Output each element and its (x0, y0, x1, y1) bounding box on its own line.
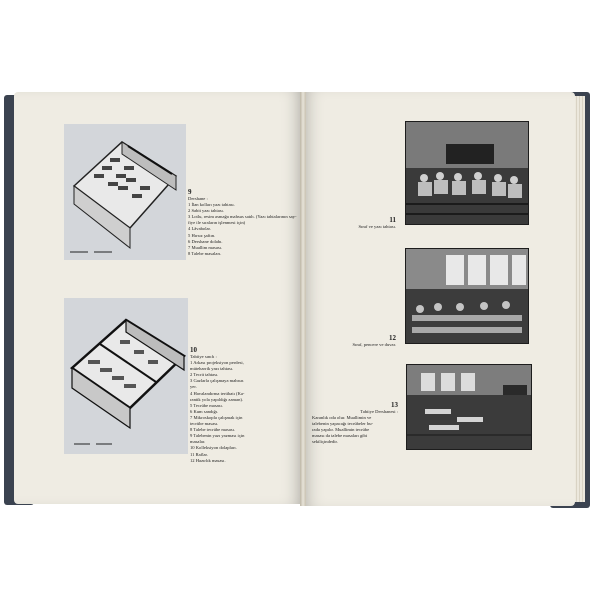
legend-item: 11 Raflar. (190, 451, 208, 457)
legend-item: tecrübe masası. (190, 421, 219, 427)
classroom-window-photo (405, 248, 529, 344)
legend-item: 5 Hırsız şaftın. (188, 232, 216, 238)
caption-line: sekiliçindedir. (312, 439, 338, 444)
legend-list (188, 202, 297, 257)
legend-item: 3 Lotlu, resim asmağa mahsus satıh. (Yazı tahtalarının say- (188, 214, 297, 220)
figure-11-caption (330, 216, 396, 230)
legend-item: 7 Muallim masası. (188, 244, 223, 250)
legend-item: 6 Dershane dolabı. (188, 238, 223, 244)
legend-item: 4 Lâvabolar. (188, 226, 211, 232)
book-gutter (300, 92, 306, 506)
figure-10-caption (190, 346, 280, 464)
science-room-plan-illustration (64, 298, 188, 454)
classroom-blackboard-photo (405, 121, 529, 225)
caption-line: rada yapılır. Muallimin tecrübe (312, 427, 370, 432)
figure-12-caption (330, 334, 396, 348)
caption-line: masası da talebe masaları gibi (312, 433, 368, 438)
legend-item: 10 Kolleksiyon dolapları. (190, 445, 237, 451)
caption-heading: Dershane : (188, 196, 208, 201)
legend-item: 7 Mikroskopla çalışmak için (190, 414, 243, 420)
caption-line: Karanlık oda olur. Muallimin ve (312, 415, 372, 420)
figure-number: 13 (391, 401, 398, 409)
legend-item: 3 Gazlarla çalışmaya mahsus (190, 378, 244, 384)
figure-number: 11 (389, 216, 396, 224)
legend-item: 9 Talebenin yazı yazması için (190, 433, 245, 439)
figure-number: 12 (389, 334, 396, 342)
figure-number: 10 (190, 346, 197, 354)
legend-item: 2 Sabit yazı tahtası. (188, 208, 224, 214)
caption-heading: Tabiiye sınıfı : (190, 354, 217, 359)
figure-13-caption (312, 401, 398, 445)
legend-item: 8 Talebe masaları. (188, 250, 222, 256)
legend-item: 1 İlan kolları yazı tahtası. (188, 202, 235, 208)
legend-item: müteharrik yazı tahtası. (190, 366, 234, 372)
legend-item: 12 Hazırlık masası. (190, 457, 226, 463)
caption-text: Sınıf, pencere ve duvar. (352, 342, 396, 347)
legend-item: 5 Tecrübe masası. (190, 402, 223, 408)
legend-item: 4 Havalandırma tertibatı (Ka- (190, 390, 245, 396)
caption-line: Tabiiye Dershanesi : (360, 409, 398, 414)
caption-line: talebenin yapacağı tecrübeler bu- (312, 421, 374, 426)
legend-item: 6 Kum sandığı. (190, 408, 219, 414)
legend-item: 8 Talebe tecrübe masası. (190, 427, 236, 433)
legend-item: 1 Arkası projeksiyon perdesi, (190, 360, 244, 366)
classroom-plan-illustration (64, 124, 186, 260)
figure-number: 9 (188, 188, 192, 196)
legend-item: yer. (190, 384, 197, 390)
legend-item: masalar. (190, 439, 206, 445)
figure-9-caption (188, 188, 297, 257)
legend-item: fiye ile sıraların işlenmesi için) (188, 220, 246, 226)
legend-item: 2 Tecrit tahtası. (190, 372, 219, 378)
legend-item: rantik yola yapıldığı zaman). (190, 396, 244, 402)
legend-list (190, 360, 280, 464)
science-room-photo (406, 364, 532, 450)
caption-text: Sınıf ve yazı tahtası. (358, 224, 396, 229)
